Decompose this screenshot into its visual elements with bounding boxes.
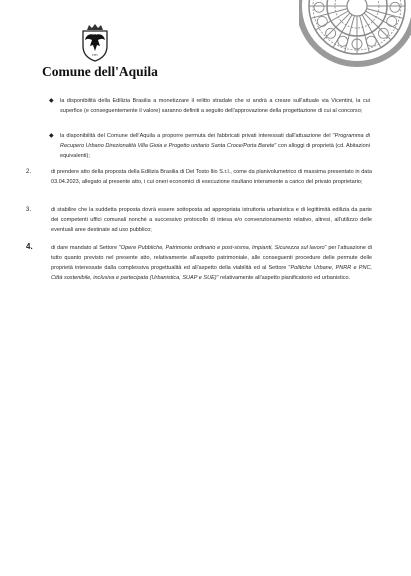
diamond-bullet-icon: ◆ <box>49 133 54 139</box>
list-item-text: di stabilire che la suddetta proposta dovrà essere sottoposta ad appropriata istruttoria urbanistica e di legittimità edilizia da parte dei competenti uffici comunali nonché a successivo protocollo di intesa e/o convenzionamento relativo, altresì, all'utilizzo delle eventuali aree destinate ad uso pubblico; <box>51 207 372 233</box>
list-item-text: di dare mandato al Settore "Opere Pubbliche, Patrimonio ordinario e post-sisma, Impianti, Sicurezza sul lavoro" per l'attuazione di tutto quanto previsto nel presente atto, relativamente all'aspetto patrimoniale, alle conseguenti procedure delle permute delle proprietà interessate dalla complessiva progettualità ed all'aspetto della viabilità ed al Settore "Politiche Urbane, PNRR e PNC, Città sostenibile, inclusiva e partecipata (Urbanistica, SUAP e SUE)" relativamente all'aspetto pianificatorio ed urbanistico. <box>51 245 372 281</box>
list-item <box>26 205 372 235</box>
list-item-text: la disponibilità del Comune dell'Aquila a proporre permuta dei fabbricati privati interessati dall'attuazione del "Programma di Recupero Urbano Direzionalità Villa Gioia e Progetto unitario Santa Croce/Porta Barete" con alloggi di proprietà (cd. Abitazioni equivalenti); <box>60 133 371 159</box>
diamond-bullet-icon: ◆ <box>49 98 54 104</box>
item-number: 3. <box>26 207 32 213</box>
rose-window-icon <box>299 0 411 78</box>
list-item-text: la disponibilità della Edilizia Brasilia a monetizzare il relitto stradale che si andrà a creare sull'attuale via Vicentini, la cui superfice (e conseguentemente il valore) saranno definiti a seguito dell'approvazione della progettazione di cui al concorso; <box>60 98 370 114</box>
eagle-coat-of-arms-icon <box>80 22 110 62</box>
list-item <box>50 96 370 116</box>
page-title: Comune dell'Aquila <box>42 64 158 79</box>
list-item <box>26 243 372 283</box>
item-number: 4. <box>26 242 33 251</box>
list-item-text: di prendere atto della proposta della Edilizia Brasilia di Del Tosto Ilio S.r.l., come da planivolumetrico di massima presentato in data 03.04.2023, allegato al presente atto, i cui oneri economici di esecuzione risultano interamente a carico del privato proprietario; <box>51 169 372 185</box>
list-item <box>50 131 370 161</box>
item-number: 2. <box>26 169 32 175</box>
svg-text:PHS: PHS <box>92 53 98 57</box>
list-item <box>26 167 372 187</box>
